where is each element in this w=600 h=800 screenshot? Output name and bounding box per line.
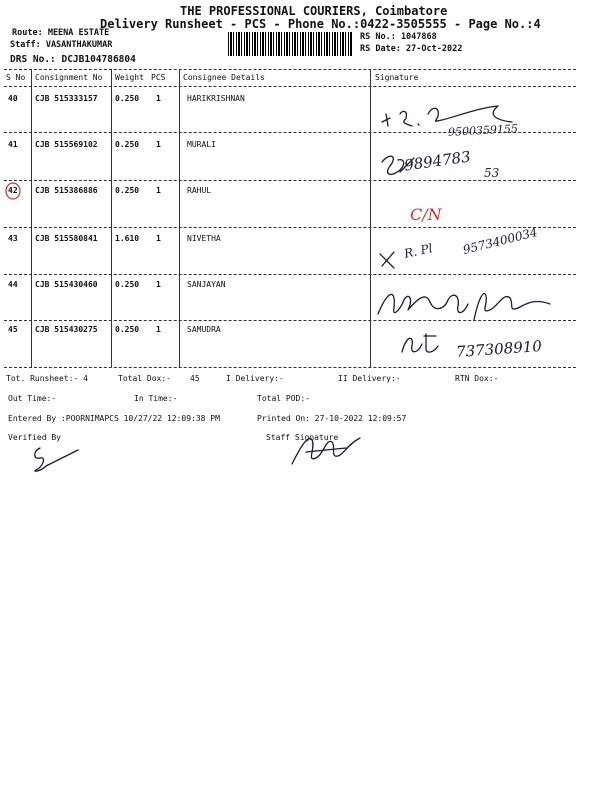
verified-by-label: Verified By: [8, 433, 61, 442]
handwritten-phone-43: 9573400034: [461, 224, 539, 258]
col-divider: [370, 69, 371, 367]
route-label: Route: MEENA ESTATE: [12, 28, 110, 38]
row-consignee: NIVETHA: [187, 234, 221, 243]
out-time: Out Time:-: [8, 394, 57, 403]
table-top-rule: [4, 69, 576, 70]
company-title: THE PROFESSIONAL COURIERS, Coimbatore: [180, 4, 448, 18]
handwritten-sign-43: R. Pl: [402, 241, 434, 261]
row-consignment: CJB 515430460: [35, 280, 98, 289]
row-consignment: CJB 515580841: [35, 234, 98, 243]
row-sno: 42: [8, 186, 18, 195]
handwritten-phone-40: 9500359155: [447, 122, 519, 139]
entered-by: Entered By :POORNIMAPCS 10/27/22 12:09:38 PM: [8, 414, 220, 423]
row-consignment: CJB 515386886: [35, 186, 98, 195]
runsheet-subtitle: Delivery Runsheet - PCS - Phone No.:0422-3505555 - Page No.:4: [100, 17, 541, 31]
row-weight: 0.250: [115, 186, 140, 195]
row-pcs: 1: [156, 325, 161, 334]
cross-mark-43: [374, 246, 404, 272]
staff-label: Staff: VASANTHAKUMAR: [10, 40, 113, 50]
col-divider: [31, 69, 32, 367]
row-consignment: CJB 515333157: [35, 94, 98, 103]
staff-signature: [286, 428, 366, 470]
column-header-consignee: Consignee Details: [183, 73, 265, 82]
row-consignee: MURALI: [187, 140, 216, 149]
signature-row-45: [396, 328, 446, 360]
i-delivery: I Delivery:-: [226, 374, 284, 383]
printed-on: Printed On: 27-10-2022 12:09:57: [257, 414, 407, 423]
row-sno: 45: [8, 325, 18, 334]
header-bottom-rule: [4, 86, 576, 87]
table-bottom-rule: [4, 367, 576, 368]
row-weight: 0.250: [115, 140, 140, 149]
total-pod: Total POD:-: [257, 394, 310, 403]
barcode: [228, 32, 352, 56]
red-circle-mark: [3, 181, 23, 201]
row-rule: [4, 227, 576, 228]
row-pcs: 1: [156, 140, 161, 149]
row-weight: 0.250: [115, 280, 140, 289]
row-weight: 0.250: [115, 94, 140, 103]
handwritten-cn-mark: C/N: [410, 205, 442, 224]
col-divider: [111, 69, 112, 367]
column-header-signature: Signature: [375, 73, 419, 82]
total-dox-value: 45: [190, 374, 200, 383]
row-rule: [4, 180, 576, 181]
drs-number: DRS No.: DCJB104786804: [10, 54, 136, 65]
staff-signature-label: Staff Signature: [266, 433, 339, 442]
total-runsheet: Tot. Runsheet:- 4: [6, 374, 88, 383]
signature-row-44: [374, 280, 564, 330]
col-divider: [179, 69, 180, 367]
row-sno: 43: [8, 234, 18, 243]
in-time: In Time:-: [134, 394, 178, 403]
row-consignee: SANJAYAN: [187, 280, 226, 289]
ii-delivery: II Delivery:-: [338, 374, 401, 383]
row-pcs: 1: [156, 280, 161, 289]
total-dox-label: Total Dox:-: [118, 374, 171, 383]
row-pcs: 1: [156, 234, 161, 243]
row-consignment: CJB 515430275: [35, 325, 98, 334]
column-header-consignment: Consignment No: [35, 73, 103, 82]
row-consignee: SAMUDRA: [187, 325, 221, 334]
row-consignee: RAHUL: [187, 186, 212, 195]
row-sno: 41: [8, 140, 18, 149]
rtn-dox: RTN Dox:-: [455, 374, 499, 383]
handwritten-phone-45: 737308910: [455, 337, 543, 361]
verified-by-signature: [26, 442, 86, 478]
row-weight: 1.610: [115, 234, 140, 243]
row-consignment: CJB 515569102: [35, 140, 98, 149]
rs-date: RS Date: 27-Oct-2022: [360, 44, 463, 54]
column-header-sno: S No: [6, 73, 26, 82]
row-sno: 40: [8, 94, 18, 103]
rs-number: RS No.: 1047868: [360, 32, 437, 42]
row-sno: 44: [8, 280, 18, 289]
handwritten-note-41: 53: [484, 166, 500, 180]
row-pcs: 1: [156, 186, 161, 195]
row-rule: [4, 274, 576, 275]
column-header-pcs: PCS: [151, 73, 166, 82]
column-header-weight: Weight: [115, 73, 144, 82]
row-consignee: HARIKRISHNAN: [187, 94, 245, 103]
row-weight: 0.250: [115, 325, 140, 334]
row-pcs: 1: [156, 94, 161, 103]
handwritten-phone-41: 9894783: [403, 147, 472, 175]
